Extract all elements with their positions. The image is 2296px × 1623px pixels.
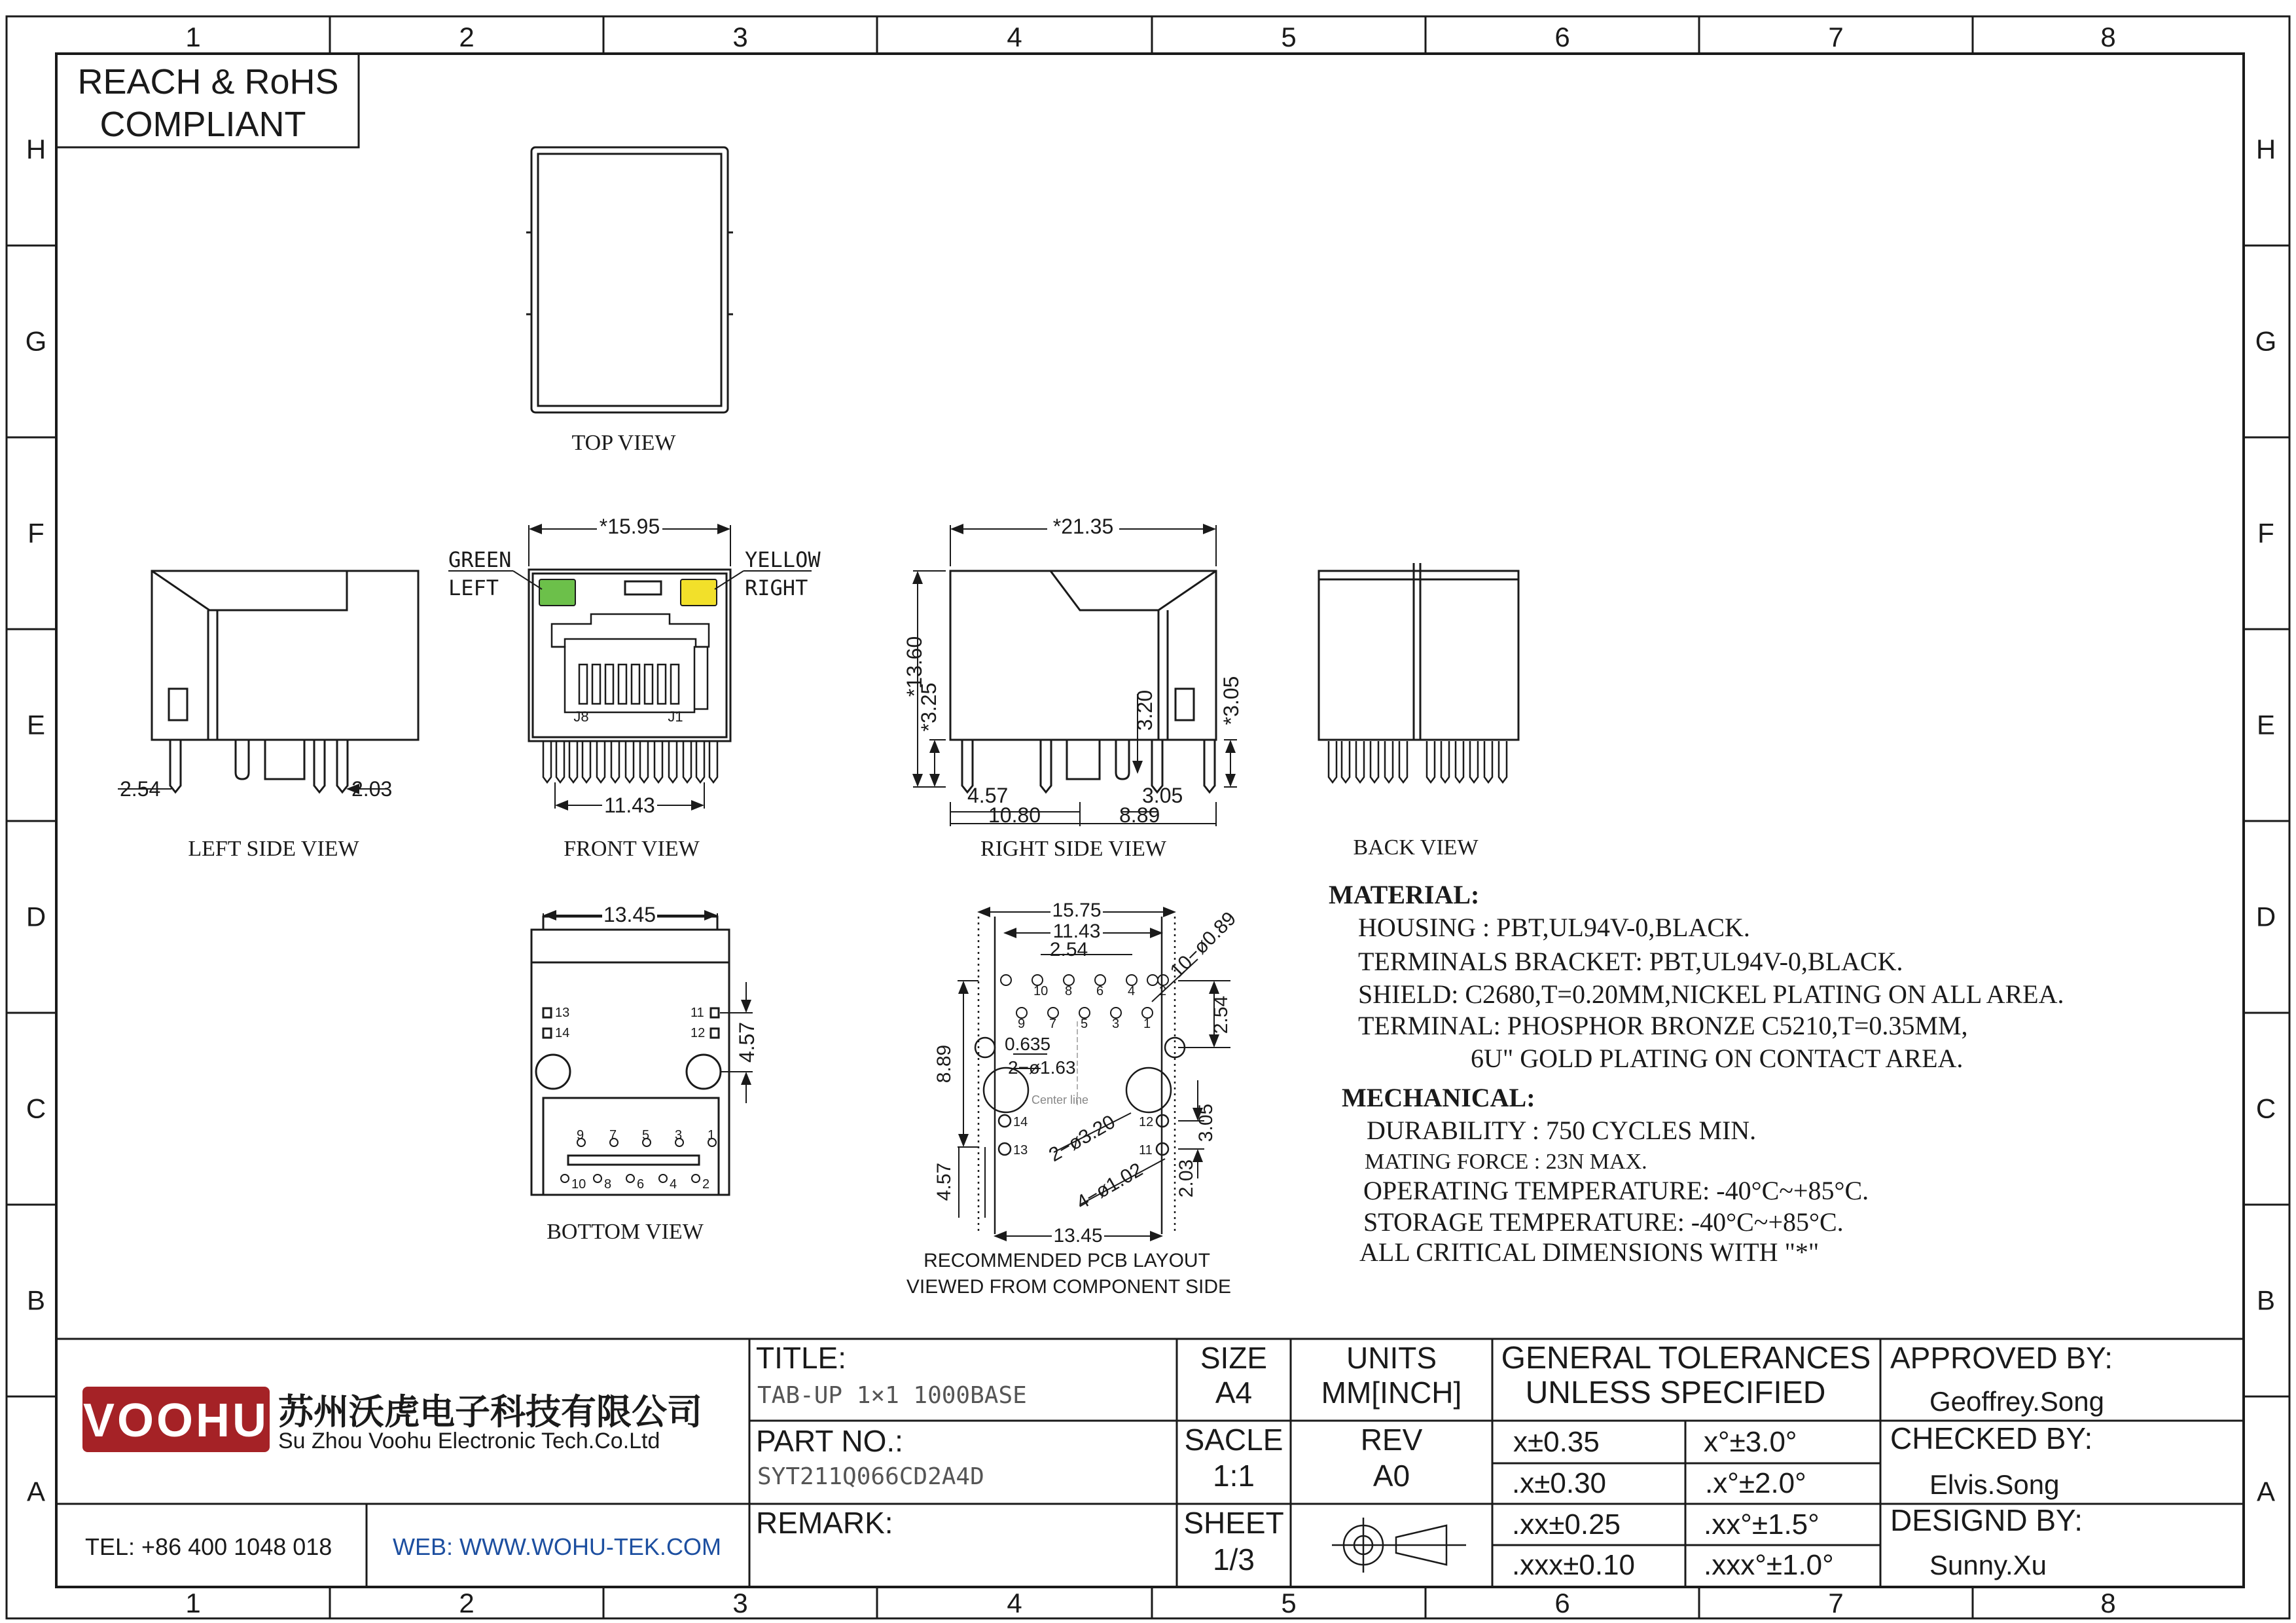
terminal-leg [569,741,577,782]
approved-value: Geoffrey.Song [1929,1386,2104,1417]
zone-col-top-3: 3 [732,22,748,52]
left-view-label: LEFT SIDE VIEW [188,837,359,861]
checked-label: CHECKED BY: [1890,1421,2093,1455]
back-view [1319,563,1518,740]
zone-row-right-A: A [2256,1476,2276,1507]
dim-3-05-vert: *3.05 [1219,676,1243,725]
right-view-label: RIGHT SIDE VIEW [980,837,1166,861]
dim-11-43: 11.43 [604,793,655,817]
mechanical-line-2: MATING FORCE : 23N MAX. [1365,1150,1647,1174]
zone-row-left-F: F [27,517,45,549]
compliance-line1: REACH & RoHS [77,62,339,101]
terminal-leg [683,741,691,782]
remark-label: REMARK: [756,1506,893,1540]
material-line-5: 6U" GOLD PLATING ON CONTACT AREA. [1471,1044,1964,1073]
pin-number: 13 [555,1006,570,1020]
dim-4-57-bottom: 4.57 [735,1021,759,1063]
pcb-caption-2: VIEWED FROM COMPONENT SIDE [906,1276,1232,1298]
pin-hole [692,1175,700,1182]
dim-8-89: 8.89 [1119,803,1160,827]
pcb-dim-2-54: 2.54 [1049,939,1088,960]
dim-21-35: *21.35 [1052,515,1114,538]
zone-row-right-C: C [2255,1093,2276,1124]
tol-angle-2: .xx°±1.5° [1704,1508,1820,1541]
pcb-dim-15-75: 15.75 [1052,900,1102,921]
contact-finger [658,665,666,704]
pin-number: 2 [702,1177,710,1192]
pcb-pin-number: 2 [1159,984,1167,998]
rev-label: REV [1360,1423,1423,1457]
zone-col-bottom-1: 1 [185,1588,201,1618]
back-legs [1329,741,1507,782]
pcb-dim-320: 2−ø3.20 [1045,1111,1119,1167]
terminal-leg [669,741,677,782]
title-value: TAB-UP 1×1 1000BASE [757,1382,1027,1409]
contact-finger [592,665,600,704]
zone-col-bottom-8: 8 [2100,1588,2116,1618]
pcb-pin-number: 14 [1013,1115,1028,1129]
size-value: A4 [1215,1376,1253,1410]
title-block-grid [56,1339,2244,1587]
dim-3-05-right: 3.05 [1142,784,1183,807]
pcb-dim-8-89: 8.89 [933,1044,955,1084]
units-label: UNITS [1346,1341,1437,1375]
third-angle-projection-symbol [1332,1518,1466,1573]
terminal-leg [1329,741,1336,782]
scale-value: 1:1 [1213,1459,1255,1493]
zone-col-bottom-5: 5 [1281,1588,1297,1618]
terminal-leg [556,741,564,782]
pcb-pin-number: 4 [1128,984,1136,998]
pin-number: 10 [571,1177,586,1192]
terminal-leg [543,741,551,782]
pcb-dim-4-57: 4.57 [933,1162,955,1201]
pcb-pin-number: 10 [1033,984,1049,998]
material-heading: MATERIAL: [1329,880,1480,909]
front-legs [543,741,717,782]
terminal-leg [1427,741,1435,782]
pcb-pin-number: 1 [1143,1017,1151,1031]
zone-col-top-8: 8 [2100,22,2116,52]
contact-finger [605,665,613,704]
zone-col-bottom-6: 6 [1554,1588,1570,1618]
contact-finger [645,665,653,704]
terminal-leg [1371,741,1378,782]
pcb-dim-0-635: 0.635 [1005,1034,1051,1054]
terminal-leg [640,741,648,782]
front-view-label: FRONT VIEW [564,837,700,861]
j8-label: J8 [573,708,589,725]
tolerance-heading-2: UNLESS SPECIFIED [1525,1376,1826,1410]
zone-col-top-1: 1 [185,22,201,52]
dim-2-03-left: 2.03 [351,777,393,801]
approved-label: APPROVED BY: [1890,1341,2113,1375]
pcb-caption-1: RECOMMENDED PCB LAYOUT [924,1250,1210,1271]
checked-value: Elvis.Song [1929,1469,2060,1500]
voohu-logo-text: VOOHU [82,1395,270,1447]
yellow-led [681,579,717,606]
pcb-dim-089: 10−ø0.89 [1166,907,1241,982]
dim-3-25: *3.25 [917,682,941,732]
company-name-cn: 苏州沃虎电子科技有限公司 [278,1393,702,1432]
zone-col-top-4: 4 [1007,22,1022,52]
top-view-label: TOP VIEW [571,431,676,455]
pcb-pin-number: 12 [1139,1115,1154,1129]
pcb-dim-102: 4−ø1.02 [1073,1159,1147,1214]
zone-row-left-C: C [26,1093,46,1124]
mechanical-heading: MECHANICAL: [1342,1083,1535,1112]
pcb-dim-2-54-right: 2.54 [1210,995,1232,1034]
dim-3-20: 3.20 [1133,689,1157,731]
pcb-dim-11-43: 11.43 [1052,921,1101,942]
tol-angle-0: x°±3.0° [1704,1426,1797,1458]
tol-angle-1: .x°±2.0° [1705,1467,1806,1499]
terminal-leg [1484,741,1492,782]
pcb-pin-number: 3 [1112,1017,1120,1031]
terminal-leg [1441,741,1449,782]
pcb-pin-hole [1001,975,1011,985]
pin-number: 8 [604,1177,612,1192]
mechanical-line-1: DURABILITY : 750 CYCLES MIN. [1367,1116,1757,1145]
zone-row-left-E: E [26,709,46,740]
pin-hole [561,1175,569,1182]
bottom-view [531,917,729,1195]
pcb-pin-number: 11 [1139,1143,1153,1158]
notes [1329,880,2064,1267]
pin-number: 14 [555,1026,570,1040]
material-line-3: SHIELD: C2680,T=0.20MM,NICKEL PLATING ON ALL AREA. [1358,979,2064,1009]
dim-15-95: *15.95 [599,515,660,538]
compliance-box [56,54,359,147]
zone-col-top-5: 5 [1281,22,1297,52]
tol-linear-0: x±0.35 [1513,1426,1600,1458]
terminal-leg [1456,741,1463,782]
designed-label: DESIGND BY: [1890,1503,2083,1537]
dim-13-60: *13.60 [903,636,926,697]
zone-row-left-G: G [25,325,47,357]
pcb-pin-hole [1147,975,1158,985]
front-dimensions [529,525,730,809]
pin-number: 12 [691,1026,706,1040]
left-label: LEFT [448,575,499,600]
scale-label: SACLE [1184,1423,1283,1457]
pin-number: 1 [708,1128,715,1142]
terminal-leg [597,741,605,782]
rev-value: A0 [1372,1459,1410,1493]
size-label: SIZE [1200,1341,1268,1375]
tol-angle-3: .xxx°±1.0° [1704,1549,1834,1581]
pcb-pin-number: 5 [1081,1017,1088,1031]
company-name-en: Su Zhou Voohu Electronic Tech.Co.Ltd [278,1429,660,1453]
mechanical-line-4: STORAGE TEMPERATURE: -40°C~+85°C. [1363,1207,1844,1237]
sheet-value: 1/3 [1213,1542,1255,1577]
terminal-leg [655,741,662,782]
dim-13-45-bottom: 13.45 [603,903,656,926]
terminal-leg [709,741,717,782]
dim-2-54-left: 2.54 [120,777,161,801]
zone-row-right-H: H [2255,134,2276,165]
pcb-dim-13-45: 13.45 [1053,1225,1103,1247]
pcb-pin-number: 8 [1065,984,1073,998]
j1-label: J1 [668,708,683,725]
dim-4-57-right: 4.57 [967,784,1009,807]
zone-row-right-G: G [2255,325,2277,357]
dim-10-80: 10.80 [988,803,1041,827]
pin-number: 4 [670,1177,677,1192]
bottom-view-label: BOTTOM VIEW [547,1220,704,1244]
pin-number: 5 [642,1128,650,1142]
material-line-4: TERMINAL: PHOSPHOR BRONZE C5210,T=0.35MM, [1358,1011,1968,1040]
contact-finger [671,665,679,704]
yellow-label: YELLOW [745,547,821,572]
pcb-layout [975,917,1185,1234]
part-label: PART NO.: [756,1424,903,1458]
pin-hole [626,1175,634,1182]
web-text: WEB: WWW.WOHU-TEK.COM [393,1533,721,1560]
terminal-leg [583,741,590,782]
zone-col-bottom-2: 2 [459,1588,475,1618]
zone-row-left-B: B [26,1285,46,1316]
terminal-leg [1499,741,1507,782]
zone-row-right-B: B [2256,1285,2276,1316]
pcb-pin-number: 9 [1018,1017,1026,1031]
tolerance-heading-1: GENERAL TOLERANCES [1501,1341,1871,1376]
designed-value: Sunny.Xu [1929,1550,2047,1580]
pcb-dim-3-05: 3.05 [1195,1103,1217,1142]
pin-number: 7 [609,1128,617,1142]
top-view [526,147,733,412]
pin-hole [594,1175,601,1182]
mechanical-line-3: OPERATING TEMPERATURE: -40°C~+85°C. [1363,1176,1869,1205]
zone-row-right-E: E [2256,709,2276,740]
pcb-pin-number: 7 [1049,1017,1057,1031]
terminal-leg [1385,741,1393,782]
pin-number: 6 [637,1177,645,1192]
terminal-leg [1356,741,1364,782]
zone-row-left-D: D [26,901,46,932]
zone-col-top-7: 7 [1828,22,1844,52]
zone-row-left-H: H [26,134,46,165]
left-side-view [152,571,418,792]
green-led [539,579,575,606]
right-label: RIGHT [745,575,808,600]
center-line-label: Center line [1031,1093,1089,1106]
mechanical-line-5: ALL CRITICAL DIMENSIONS WITH "*" [1359,1237,1820,1267]
material-line-2: TERMINALS BRACKET: PBT,UL94V-0,BLACK. [1358,947,1903,976]
tol-linear-2: .xx±0.25 [1512,1508,1621,1541]
zone-col-top-2: 2 [459,22,475,52]
part-value: SYT211Q066CD2A4D [757,1463,984,1490]
back-view-label: BACK VIEW [1353,835,1479,860]
tol-linear-3: .xxx±0.10 [1512,1549,1636,1581]
units-value: MM[INCH] [1321,1376,1462,1410]
pin-number: 3 [675,1128,683,1142]
pin-hole [659,1175,667,1182]
zone-row-right-F: F [2257,517,2274,549]
terminal-leg [1342,741,1350,782]
zone-col-bottom-3: 3 [732,1588,748,1618]
terminal-leg [611,741,619,782]
terminal-leg [1470,741,1478,782]
terminal-leg [626,741,634,782]
tol-linear-1: .x±0.30 [1512,1467,1607,1499]
pcb-dim-163: 2−ø1.63 [1008,1057,1076,1078]
right-side-view [950,571,1216,792]
contact-finger [579,665,587,704]
contact-finger [619,665,626,704]
pcb-pin-number: 13 [1013,1143,1028,1158]
sheet-label: SHEET [1183,1506,1284,1540]
tel-text: TEL: +86 400 1048 018 [85,1533,332,1560]
zone-col-bottom-4: 4 [1007,1588,1022,1618]
zone-col-top-6: 6 [1554,22,1570,52]
pin-number: 11 [691,1006,704,1020]
green-label: GREEN [448,547,512,572]
material-line-1: HOUSING : PBT,UL94V-0,BLACK. [1358,913,1750,942]
front-contacts [579,665,679,704]
terminal-leg [1399,741,1407,782]
contact-finger [632,665,639,704]
title-label: TITLE: [756,1341,847,1375]
pcb-pin-number: 6 [1096,984,1104,998]
pin-number: 9 [577,1128,584,1142]
zone-col-bottom-7: 7 [1828,1588,1844,1618]
zone-row-right-D: D [2255,901,2276,932]
pcb-dim-2-03: 2.03 [1175,1159,1197,1198]
compliance-line2: COMPLIANT [99,105,306,144]
terminal-leg [696,741,704,782]
zone-row-left-A: A [26,1476,46,1507]
